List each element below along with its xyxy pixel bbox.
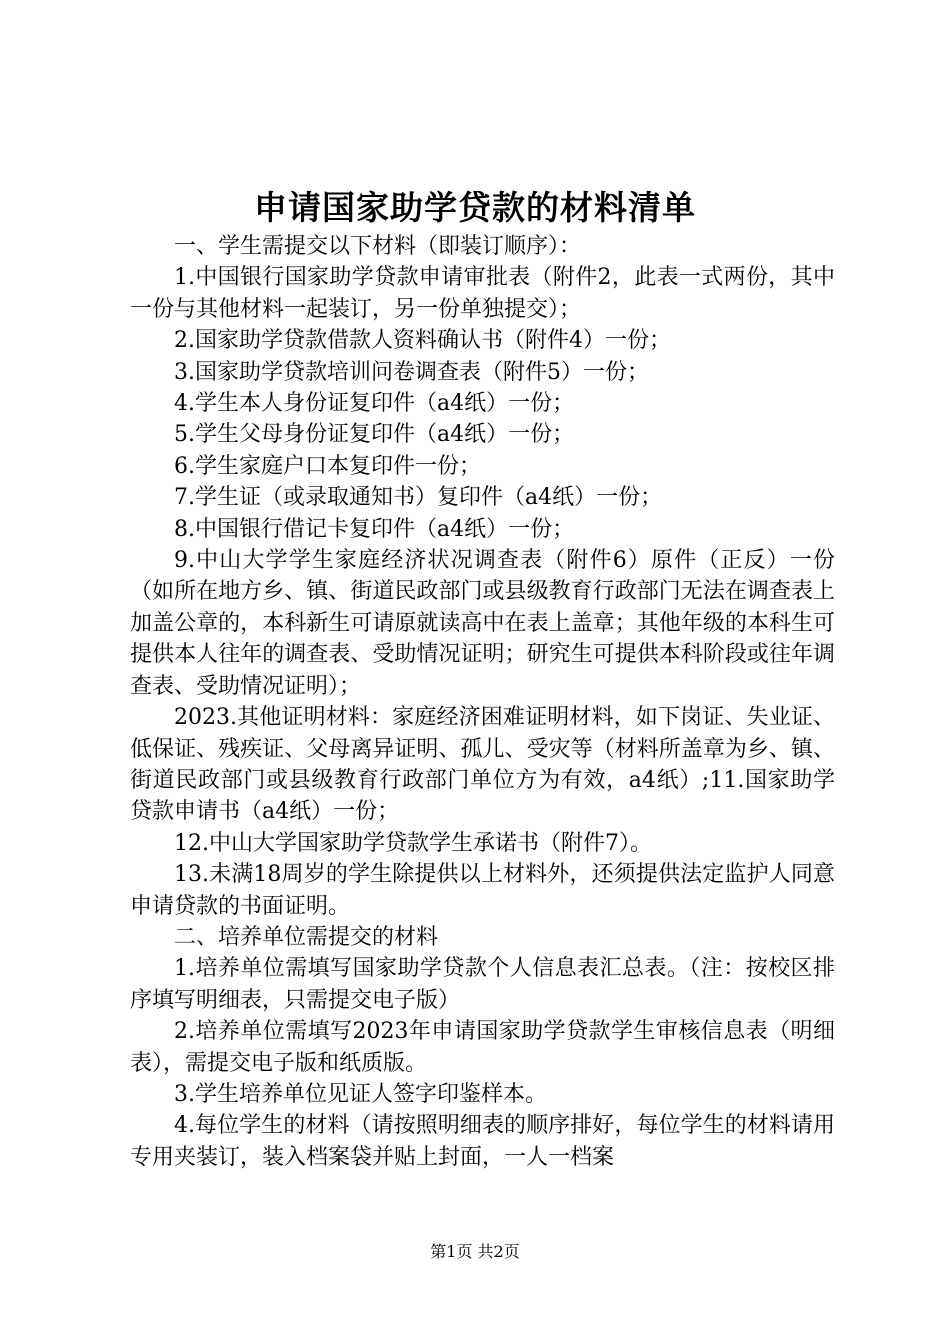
list-item: 3.国家助学贷款培训问卷调查表（附件5）一份； (174, 359, 649, 385)
document-body (130, 231, 835, 1173)
list-item: 13.未满18周岁的学生除提供以上材料外，还须提供法定监护人同意申请贷款的书面证明。 (130, 862, 835, 919)
list-item: 5.学生父母身份证复印件（a4纸）一份； (174, 422, 575, 448)
list-item: 4.学生本人身份证复印件（a4纸）一份； (174, 391, 575, 417)
page-number-footer: 第1页 共2页 (430, 1242, 520, 1261)
section-heading-student-materials: 一、学生需提交以下材料（即装订顺序）： (174, 234, 582, 259)
list-item: 6.学生家庭户口本复印件一份； (174, 453, 481, 479)
list-item: 2.国家助学贷款借款人资料确认书（附件4）一份； (174, 328, 671, 354)
list-item: 1.中国银行国家助学贷款申请审批表（附件2，此表一式两份，其中一份与其他材料一起装订，另一份单独提交）； (130, 265, 835, 322)
list-item: 12.中山大学国家助学贷款学生承诺书（附件7）。 (174, 830, 652, 856)
list-item: 2.培养单位需填写2023年申请国家助学贷款学生审核信息表（明细表），需提交电子版和纸质版。 (130, 1019, 835, 1076)
list-item: 1.培养单位需填写国家助学贷款个人信息表汇总表。（注：按校区排序填写明细表，只需提交电子版） (130, 956, 835, 1013)
list-item: 9.中山大学学生家庭经济状况调查表（附件6）原件（正反）一份（如所在地方乡、镇、街道民政部门或县级教育行政部门无法在调查表上加盖公章的，本科新生可请原就读高中在表上盖章；其他年级的本科生可提供本人往年的调查表、受助情况证明；研究生可提供本科阶段或往年调查表、受助情况证明）； (130, 548, 835, 699)
section-heading-unit-materials: 二、培养单位需提交的材料 (174, 924, 439, 950)
list-item: 2023.其他证明材料：家庭经济困难证明材料，如下岗证、失业证、低保证、残疾证、父母离异证明、孤儿、受灾等（材料所盖章为乡、镇、街道民政部门或县级教育行政部门单位方为有效，a4纸）;11.国家助学贷款申请书（a4纸）一份； (130, 705, 835, 825)
list-item: 3.学生培养单位见证人签字印鉴样本。 (174, 1081, 547, 1107)
document-title: 申请国家助学贷款的材料清单 (254, 188, 696, 227)
list-item: 8.中国银行借记卡复印件（a4纸）一份； (174, 516, 575, 542)
list-item: 4.每位学生的材料（请按照明细表的顺序排好，每位学生的材料请用专用夹装订，装入档案袋并贴上封面，一人一档案 (130, 1113, 835, 1170)
list-item: 7.学生证（或录取通知书）复印件（a4纸）一份； (174, 485, 663, 511)
